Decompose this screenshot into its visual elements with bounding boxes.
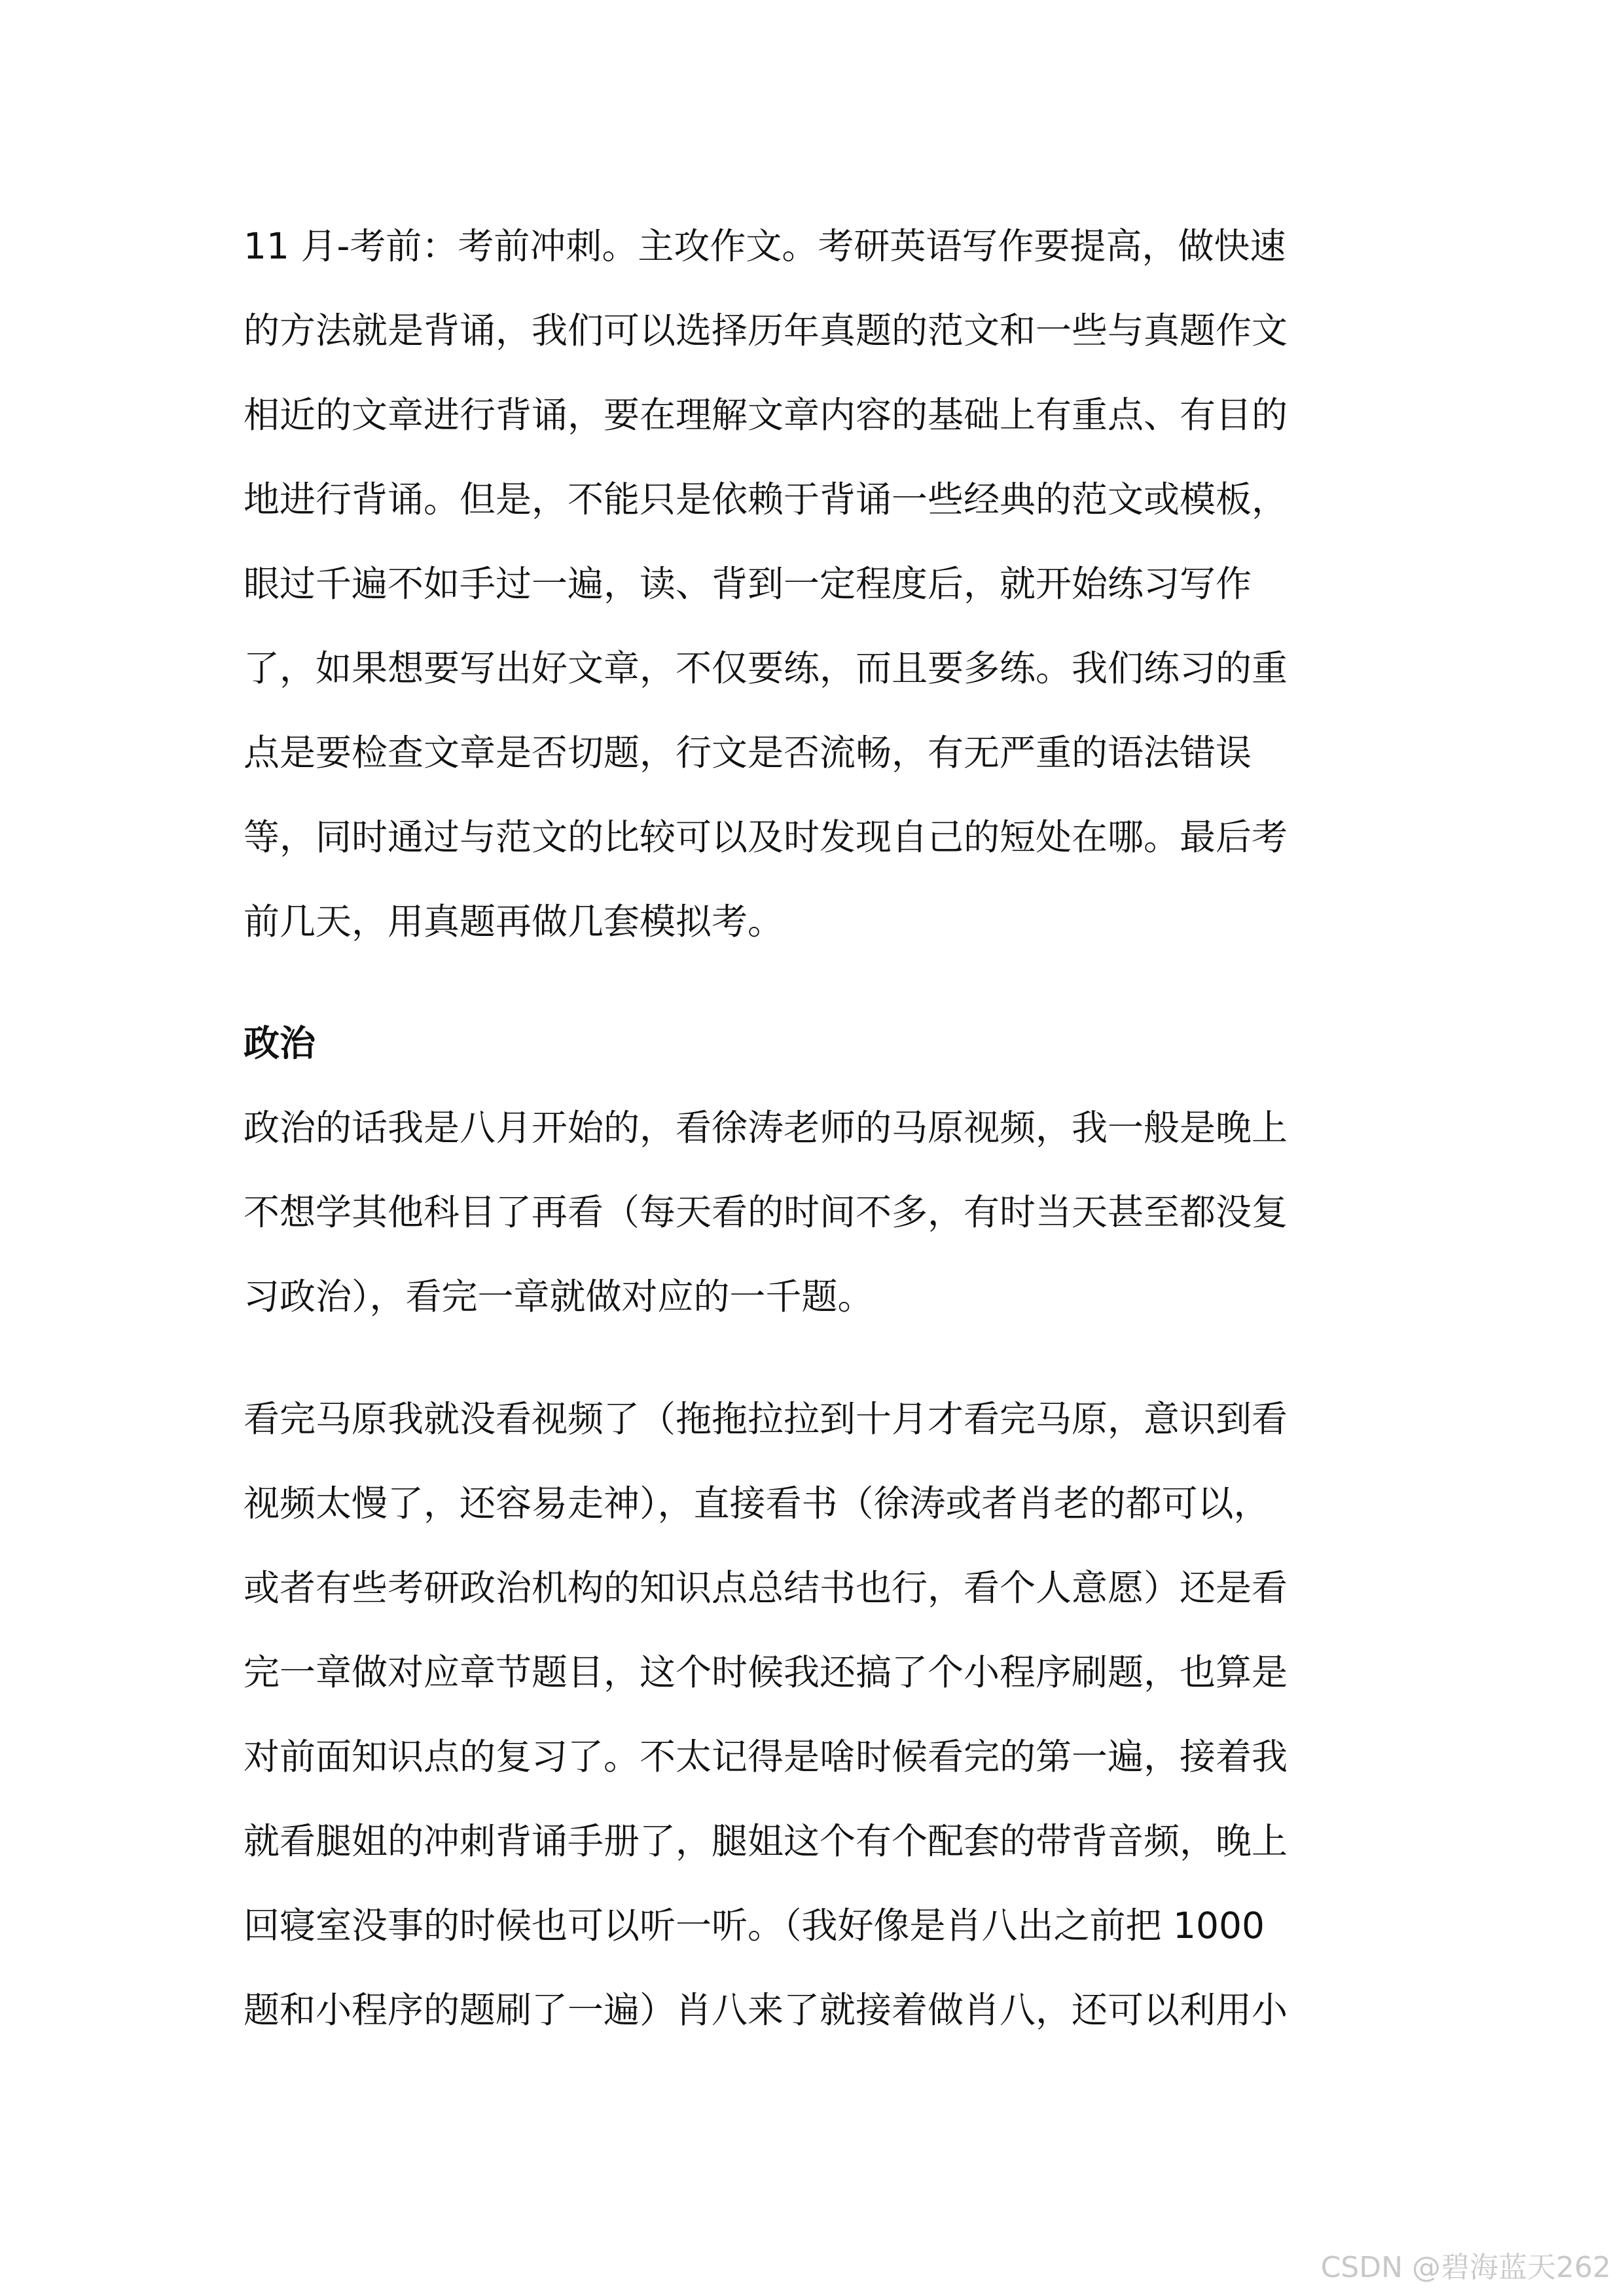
text-line: 完一章做对应章节题目，这个时候我还搞了个小程序刷题，也算是 <box>244 1651 1288 1693</box>
text-line: 点是要检查文章是否切题，行文是否流畅，有无严重的语法错误 <box>244 732 1252 774</box>
text-line: 对前面知识点的复习了。不太记得是啥时候看完的第一遍，接着我 <box>244 1736 1288 1778</box>
text-line: 等，同时通过与范文的比较可以及时发现自己的短处在哪。最后考 <box>244 816 1288 858</box>
text-line: 的方法就是背诵，我们可以选择历年真题的范文和一些与真题作文 <box>244 310 1288 351</box>
paragraph-english-writing <box>244 204 1376 964</box>
section-heading-politics: 政治 <box>244 1022 316 1064</box>
text-line: 前几天，用真题再做几套模拟考。 <box>244 901 784 942</box>
text-line: 回寝室没事的时候也可以听一听。（我好像是肖八出之前把 1000 <box>244 1905 1265 1946</box>
text-line: 看完马原我就没看视频了（拖拖拉拉到十月才看完马原，意识到看 <box>244 1398 1288 1440</box>
text-line: 不想学其他科目了再看（每天看的时间不多，有时当天甚至都没复 <box>244 1191 1288 1233</box>
text-line: 政治的话我是八月开始的，看徐涛老师的马原视频，我一般是晚上 <box>244 1107 1288 1149</box>
document-body <box>244 204 1376 2053</box>
text-line: 视频太慢了，还容易走神），直接看书（徐涛或者肖老的都可以， <box>244 1482 1270 1524</box>
text-line: 地进行背诵。但是，不能只是依赖于背诵一些经典的范文或模板， <box>244 478 1288 520</box>
text-line: 就看腿姐的冲刺背诵手册了，腿姐这个有个配套的带背音频，晚上 <box>244 1820 1288 1862</box>
text-line: 11 月-考前：考前冲刺。主攻作文。考研英语写作要提高，做快速 <box>244 225 1286 267</box>
paragraph-politics-intro <box>244 1086 1376 1339</box>
paragraph-spacer <box>244 964 1376 1001</box>
text-line: 眼过千遍不如手过一遍，读、背到一定程度后，就开始练习写作 <box>244 563 1252 605</box>
paragraph-spacer <box>244 1339 1376 1377</box>
text-line: 题和小程序的题刷了一遍）肖八来了就接着做肖八，还可以利用小 <box>244 1989 1288 2031</box>
text-line: 习政治），看完一章就做对应的一千题。 <box>244 1276 874 1318</box>
text-line: 了，如果想要写出好文章，不仅要练，而且要多练。我们练习的重 <box>244 647 1288 689</box>
text-line: 相近的文章进行背诵，要在理解文章内容的基础上有重点、有目的 <box>244 394 1288 436</box>
text-line: 或者有些考研政治机构的知识点总结书也行，看个人意愿）还是看 <box>244 1567 1288 1609</box>
paragraph-politics-review <box>244 1377 1376 2053</box>
csdn-watermark: CSDN @碧海蓝天262 <box>1320 2251 1611 2284</box>
